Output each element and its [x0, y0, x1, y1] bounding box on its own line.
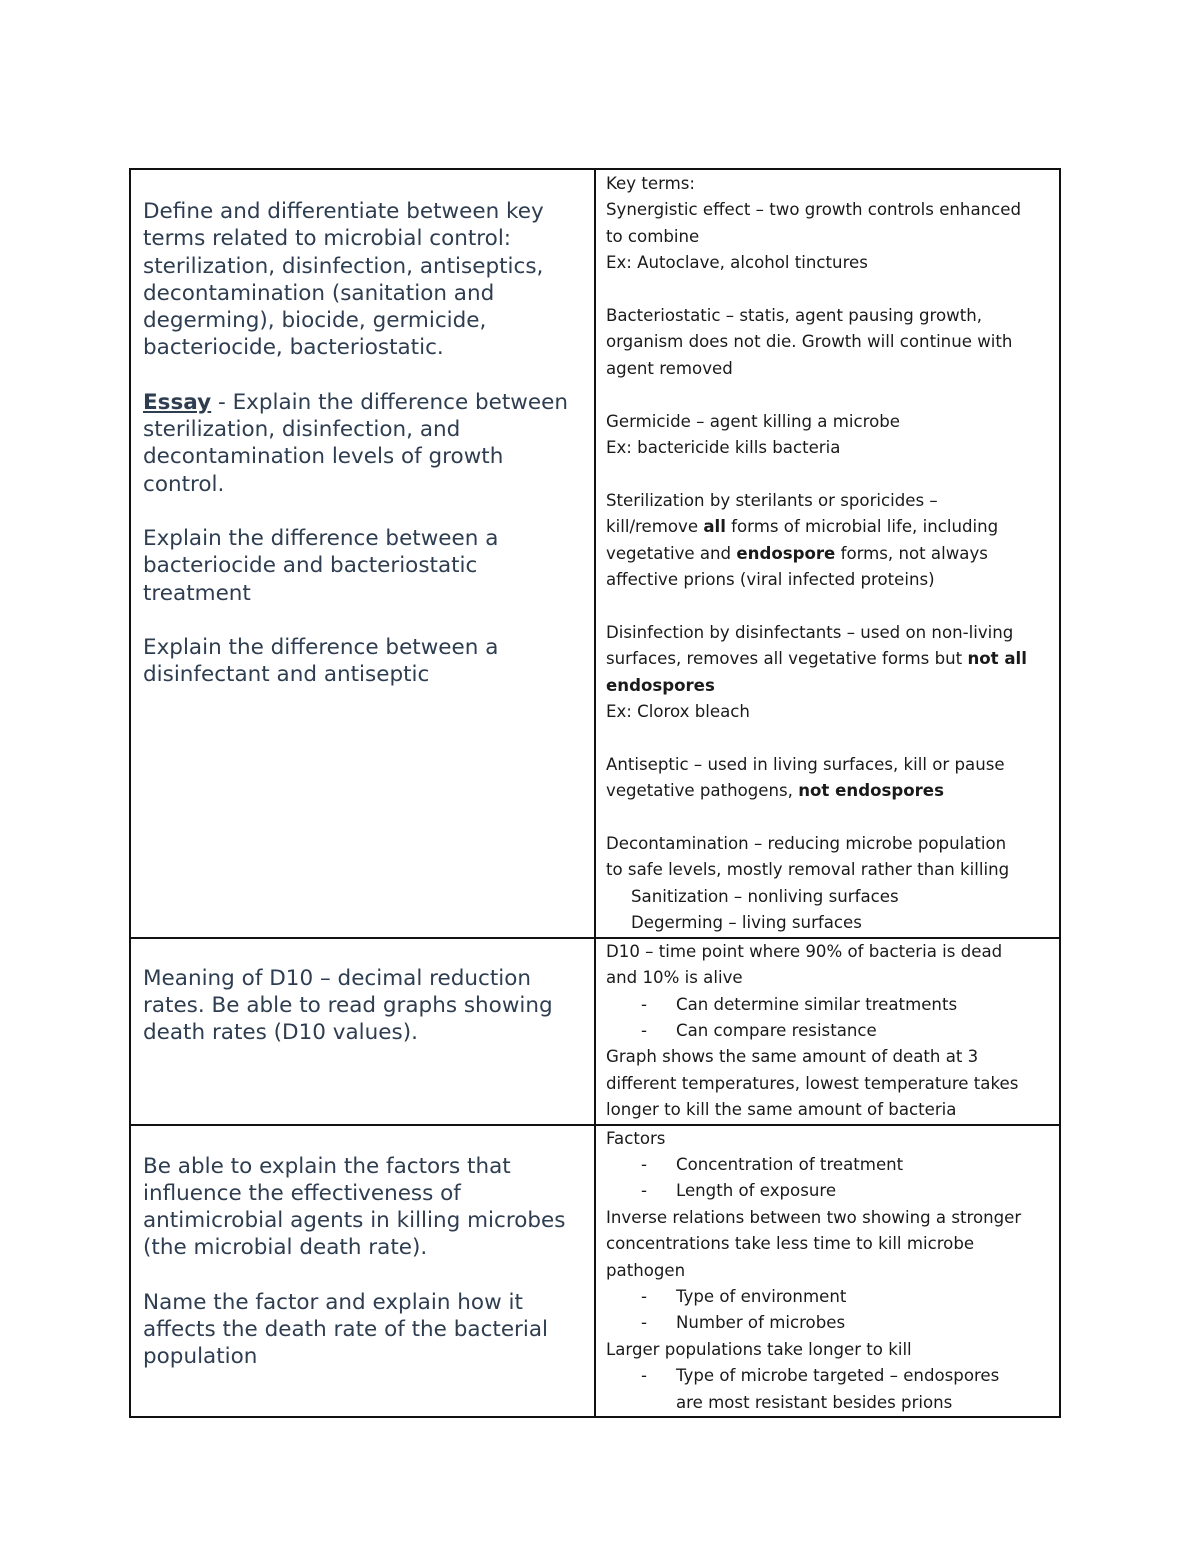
table-row — [130, 1125, 1060, 1417]
answer-line: surfaces, removes all vegetative forms but not all — [606, 649, 1027, 669]
question-text: Explain the difference between a bacteriocide and bacteriostatic treatment — [143, 525, 499, 606]
answer-line: vegetative pathogens, not endospores — [606, 781, 944, 801]
answer-line: Bacteriostatic – statis, agent pausing growth, — [606, 306, 983, 326]
answer-line: Degerming – living surfaces — [631, 913, 862, 933]
answer-line: Graph shows the same amount of death at 3 — [606, 1047, 979, 1067]
bullet-item: - Can determine similar treatments — [641, 994, 958, 1014]
bullet-item: - Type of microbe targeted – endospores — [641, 1366, 1000, 1386]
answer-line: pathogen — [606, 1260, 686, 1280]
answer-line: to safe levels, mostly removal rather than killing — [606, 860, 1010, 880]
question-cell — [130, 169, 595, 938]
question-text: Define and differentiate between key terms related to microbial control: sterilization, disinfection, antiseptics, decontamination (sanitation and degerming), biocide, germicide, bacteriocide, bacteriostatic. — [143, 199, 544, 361]
answer-line: and 10% is alive — [606, 968, 743, 988]
bullet-item: - Type of environment — [641, 1286, 847, 1306]
answer-line: concentrations take less time to kill microbe — [606, 1234, 975, 1254]
bullet-item: - Concentration of treatment — [641, 1154, 904, 1174]
question-cell — [130, 1125, 595, 1417]
essay-question: Essay - Explain the difference between sterilization, disinfection, and decontamination levels of growth control. — [143, 389, 568, 497]
essay-label: Essay — [143, 389, 212, 415]
answer-line: Key terms: — [606, 174, 696, 193]
answer-line: agent removed — [606, 358, 733, 378]
question-text: Be able to explain the factors that influence the effectiveness of antimicrobial agents in killing microbes (the microbial death rate). — [143, 1153, 566, 1261]
question-text: Explain the difference between a disinfectant and antiseptic — [143, 634, 499, 688]
answer-line: Disinfection by disinfectants – used on non-living — [606, 622, 1014, 642]
question-text: Name the factor and explain how it affects the death rate of the bacterial population — [143, 1289, 549, 1370]
answer-line: to combine — [606, 226, 700, 246]
table-row — [130, 169, 1060, 938]
answer-line: Ex: Autoclave, alcohol tinctures — [606, 253, 868, 273]
answer-line: Ex: Clorox bleach — [606, 702, 750, 722]
answer-line: Synergistic effect – two growth controls enhanced — [606, 200, 1021, 220]
answer-line: Sterilization by sterilants or sporicides – — [606, 490, 938, 510]
answer-line: Inverse relations between two showing a stronger — [606, 1207, 1022, 1227]
study-guide-table — [129, 168, 1061, 1418]
answer-line: Ex: bactericide kills bacteria — [606, 438, 841, 458]
answer-line: D10 – time point where 90% of bacteria is dead — [606, 941, 1003, 961]
answer-line: kill/remove all forms of microbial life, including — [606, 517, 999, 537]
answer-line: Germicide – agent killing a microbe — [606, 411, 900, 431]
table-row — [130, 938, 1060, 1125]
answer-line: organism does not die. Growth will continue with — [606, 332, 1013, 352]
answer-cell — [595, 938, 1060, 1125]
answer-line: Factors — [606, 1128, 666, 1148]
answer-line: Sanitization – nonliving surfaces — [631, 886, 899, 906]
answer-line: vegetative and endospore forms, not always — [606, 543, 988, 563]
answer-line: Decontamination – reducing microbe population — [606, 834, 1007, 854]
question-cell — [130, 938, 595, 1125]
answer-line: Antiseptic – used in living surfaces, kill or pause — [606, 754, 1005, 774]
answer-cell — [595, 1125, 1060, 1417]
bullet-item: - Number of microbes — [641, 1313, 846, 1333]
answer-line: affective prions (viral infected proteins) — [606, 570, 935, 590]
answer-line: endospores — [606, 675, 715, 695]
answer-line: Larger populations take longer to kill — [606, 1339, 912, 1359]
answer-line: longer to kill the same amount of bacteria — [606, 1100, 957, 1120]
question-text: Meaning of D10 – decimal reduction rates. Be able to read graphs showing death rates (D10 values). — [143, 965, 553, 1046]
answer-cell — [595, 169, 1060, 938]
bullet-item: - Can compare resistance — [641, 1020, 877, 1040]
bullet-item: - Length of exposure — [641, 1181, 837, 1201]
answer-line: different temperatures, lowest temperature takes — [606, 1073, 1019, 1093]
bullet-continuation: are most resistant besides prions — [676, 1392, 953, 1412]
